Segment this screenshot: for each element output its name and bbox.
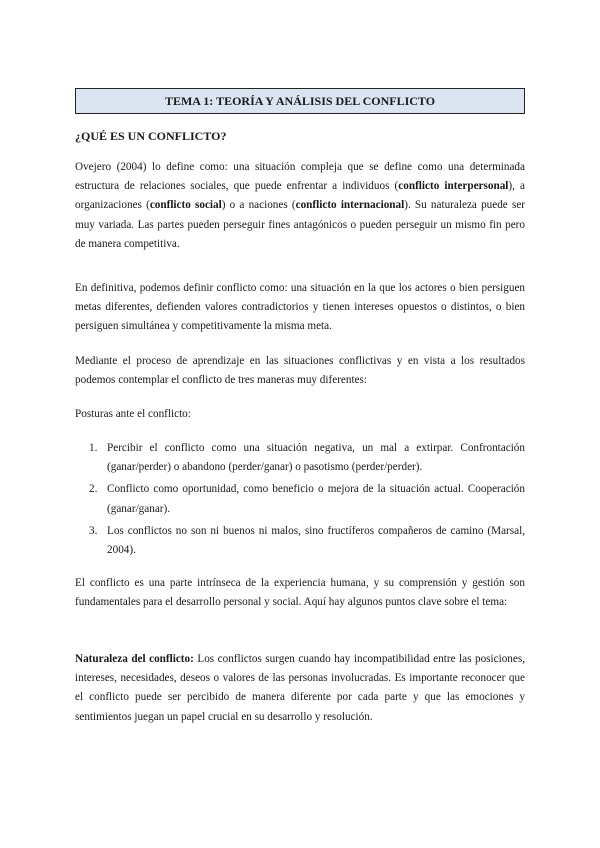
list-item xyxy=(75,439,525,477)
section-title: TEMA 1: TEORÍA Y ANÁLISIS DEL CONFLICTO xyxy=(75,88,525,114)
nature-bold-label: Naturaleza del conflicto: xyxy=(75,653,194,665)
paragraph-definition-summary: En definitiva, podemos definir conflicto como: una situación en la que los actores o bien persiguen metas diferentes, defienden valores contradictorios y tienen intereses opuestos o distintos, o bien persiguen simultánea y competitivamente la misma meta. xyxy=(75,282,525,333)
list-item-text: Conflicto como oportunidad, como beneficio o mejora de la situación actual. Cooperación (ganar/ganar). xyxy=(107,483,525,515)
postures-list xyxy=(75,439,525,560)
list-number: 2. xyxy=(89,483,98,496)
list-item xyxy=(75,480,525,518)
list-item-text: Los conflictos no son ni buenos ni malos, sino fructíferos compañeros de camino (Marsal, 2004). xyxy=(107,524,525,557)
p1-bold-internacional: conflicto internacional xyxy=(295,199,405,212)
p1-text-1: Ovejero (2004) lo define como: una situación compleja que se define como una determinada estructura de relaciones sociales, que puede enfrentar a individuos ( xyxy=(75,161,525,193)
list-number: 1. xyxy=(89,442,98,454)
paragraph-learning-process: Mediante el proceso de aprendizaje en las situaciones conflictivas y en vista a los resultados podemos contemplar el conflicto de tres maneras muy diferentes: xyxy=(75,355,525,387)
paragraph-postures-label: Posturas ante el conflicto: xyxy=(75,408,191,420)
p1-text-4: ). Su naturaleza puede ser muy variada. Las partes pueden perseguir fines antagónicos o pueden perseguir un mismo fin pero de manera competitiva. xyxy=(75,199,526,250)
p1-text-3: ) o a naciones ( xyxy=(221,199,296,212)
nature-text: Los conflictos surgen cuando hay incompatibilidad entre las posiciones, intereses, necesidades, deseos o valores de las personas involucradas. Es importante reconocer que el conflicto puede ser percibido de manera diferente por cada parte y que las emociones y sentimientos juegan un papel crucial en su desarrollo y resolución. xyxy=(75,653,526,723)
list-number: 3. xyxy=(89,524,98,537)
p1-bold-social: conflicto social xyxy=(149,199,222,212)
paragraph-definition-ovejero xyxy=(75,158,525,254)
section-heading: ¿QUÉ ES UN CONFLICTO? xyxy=(75,129,227,143)
p1-bold-interpersonal: conflicto interpersonal xyxy=(398,180,509,193)
list-item xyxy=(75,522,525,560)
paragraph-nature-of-conflict xyxy=(75,650,525,727)
paragraph-intrinsic-conflict: El conflicto es una parte intrínseca de la experiencia humana, y su comprensión y gestión son fundamentales para el desarrollo personal y social. Aquí hay algunos puntos clave sobre el tema: xyxy=(75,577,525,609)
p1-text-2: ), a organizaciones ( xyxy=(75,180,525,212)
list-item-text: Percibir el conflicto como una situación negativa, un mal a extirpar. Confrontación (ganar/perder) o abandono (perder/ganar) o pasotismo (perder/perder). xyxy=(107,442,525,474)
